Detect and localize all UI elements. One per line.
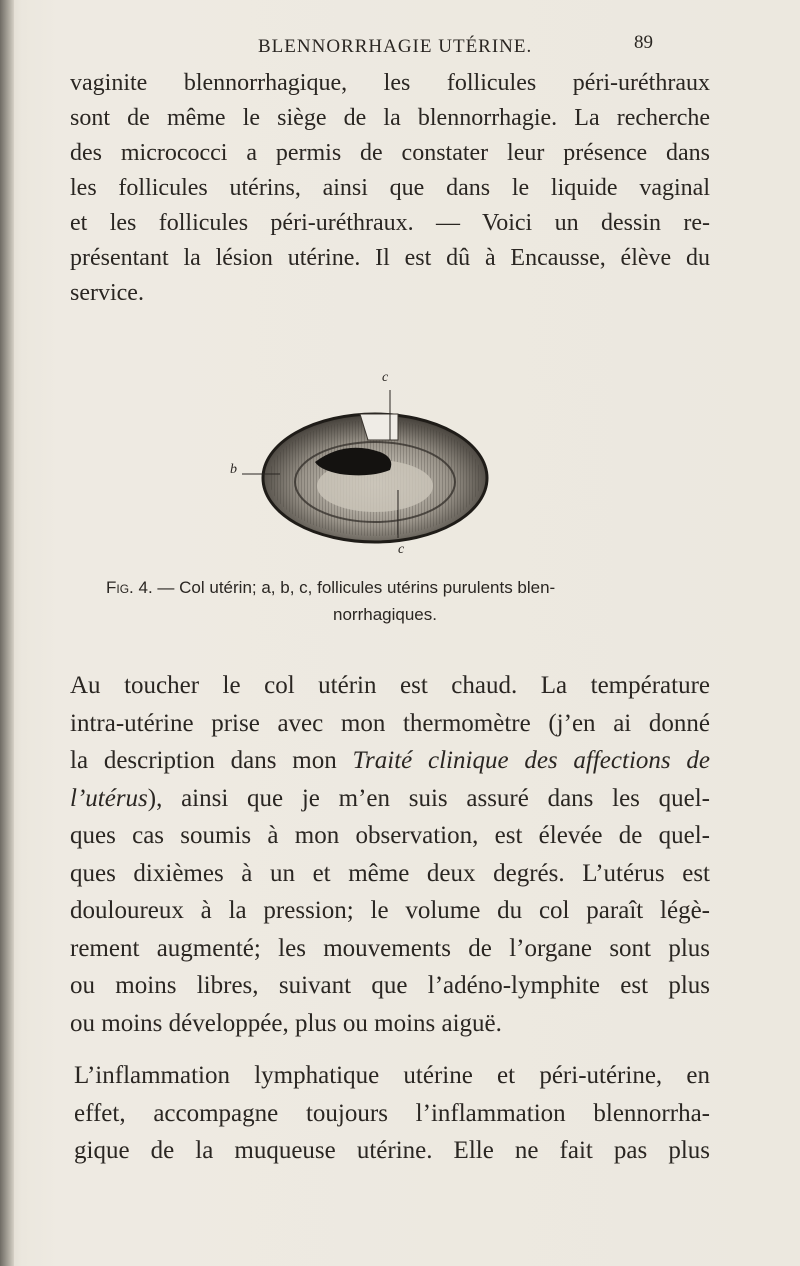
page-header [0, 30, 800, 60]
figure-cervix-illustration [220, 370, 520, 570]
paragraph-2 [70, 667, 710, 1042]
text-line: L’inflammation lymphatique utérine et péri-utérine, en [74, 1062, 710, 1089]
text-line: Au toucher le col utérin est chaud. La température [70, 672, 710, 699]
text-line: ques cas soumis à mon observation, est élevée de quel- [70, 822, 710, 849]
text-line: et les follicules péri-uréthraux. — Voici un dessin re- [70, 210, 710, 236]
text-line: présentant la lésion utérine. Il est dû à Encausse, élève du [70, 245, 710, 271]
book-title-italic: Traité clinique des affections de [352, 747, 710, 774]
text-line: effet, accompagne toujours l’inflammation blennorrha- [74, 1099, 710, 1127]
text-line: douloureux à la pression; le volume du col paraît légè- [70, 897, 710, 924]
caption-fig-number: Fig. 4. [106, 578, 153, 597]
figure-label-a: c [382, 370, 389, 385]
figure-label-b: b [230, 462, 237, 477]
text-line [70, 780, 710, 818]
text-line: des micrococci a permis de constater leur présence dans [70, 140, 710, 166]
text-line: les follicules utérins, ainsi que dans le liquide vaginal [70, 175, 710, 201]
text-line: sont de même le siège de la blennorrhagie. La recherche [70, 105, 710, 131]
page-number: 89 [634, 32, 653, 53]
figure-caption [100, 574, 660, 628]
cervix-engraving [220, 370, 520, 570]
paragraph-3 [70, 1057, 710, 1170]
book-title-italic-cont: l’utérus [70, 784, 148, 812]
text-line: ques dixièmes à un et même deux degrés. L’utérus est [70, 859, 710, 887]
caption-text: — Col utérin; a, b, c, follicules utérins purulents blen- [157, 578, 556, 597]
running-head: BLENNORRHAGIE UTÉRINE. [258, 36, 533, 57]
text-line: intra-utérine prise avec mon thermomètre (j’en ai donné [70, 709, 710, 737]
text-run: la description dans mon [70, 747, 353, 774]
page-binding-edge [0, 0, 14, 1266]
text-line: ou moins développée, plus ou moins aiguë. [70, 1009, 502, 1037]
text-line: ou moins libres, suivant que l’adéno-lymphite est plus [70, 972, 710, 999]
text-run: ), ainsi que je m’en suis assuré dans les quel- [147, 784, 710, 812]
text-line [70, 742, 710, 780]
text-line: vaginite blennorrhagique, les follicules péri-uréthraux [70, 70, 710, 96]
figure-label-c: c [398, 542, 405, 557]
text-line: gique de la muqueuse utérine. Elle ne fait pas plus [74, 1137, 710, 1164]
caption-line-1 [100, 574, 660, 601]
text-line: rement augmenté; les mouvements de l’organe sont plus [70, 934, 710, 962]
paragraph-1 [70, 66, 710, 311]
caption-line-2: norrhagiques. [333, 605, 437, 624]
text-line: service. [70, 280, 144, 306]
